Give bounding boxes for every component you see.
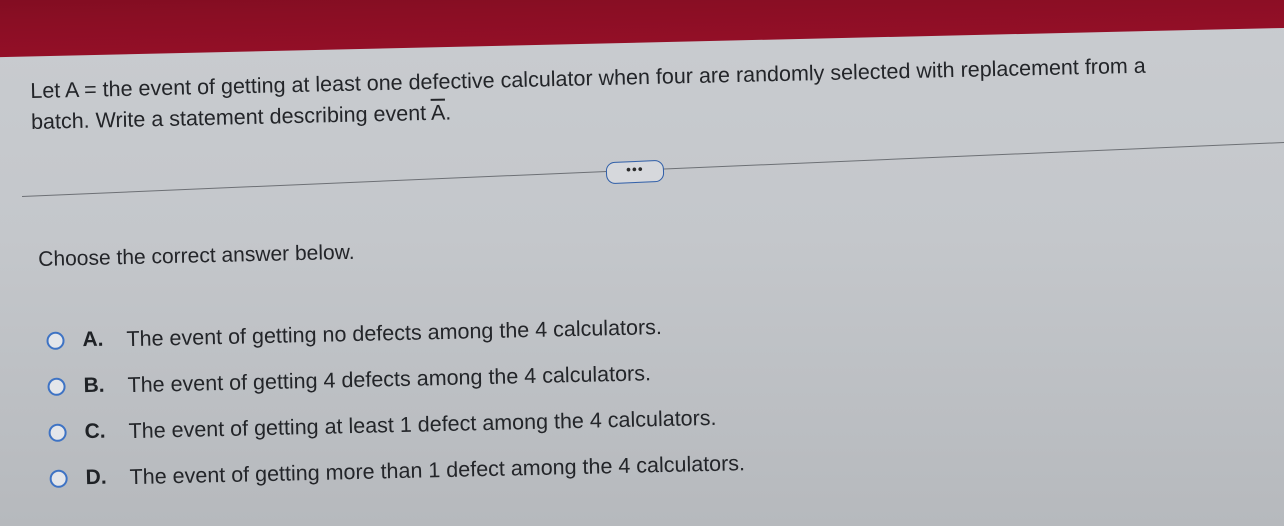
event-a-complement: $\overline{A}$ bbox=[430, 100, 446, 125]
question-text bbox=[30, 48, 1271, 138]
question-line-1: Let A = the event of getting at least one defective calculator when four are randomly selected with replacement from a bbox=[30, 53, 1146, 103]
choice-text: The event of getting 4 defects among the 4 calculators. bbox=[127, 360, 652, 397]
choice-text: The event of getting more than 1 defect among the 4 calculators. bbox=[129, 450, 746, 489]
question-line-2-suffix: . bbox=[444, 100, 452, 125]
choice-text: The event of getting no defects among the 4 calculators. bbox=[126, 314, 663, 351]
choice-letter: C. bbox=[84, 419, 106, 444]
choice-letter: D. bbox=[85, 465, 107, 490]
radio-icon[interactable] bbox=[47, 378, 65, 396]
choice-letter: B. bbox=[83, 373, 105, 398]
choice-text: The event of getting at least 1 defect among the 4 calculators. bbox=[128, 405, 717, 443]
radio-icon[interactable] bbox=[46, 332, 64, 350]
choice-letter: A. bbox=[82, 327, 104, 352]
radio-icon[interactable] bbox=[49, 470, 67, 488]
question-line-2-prefix: batch. Write a statement describing event bbox=[30, 100, 432, 134]
more-button[interactable]: ••• bbox=[606, 160, 665, 184]
radio-icon[interactable] bbox=[48, 424, 66, 442]
answer-choices bbox=[46, 302, 746, 502]
answer-prompt: Choose the correct answer below. bbox=[38, 240, 355, 271]
